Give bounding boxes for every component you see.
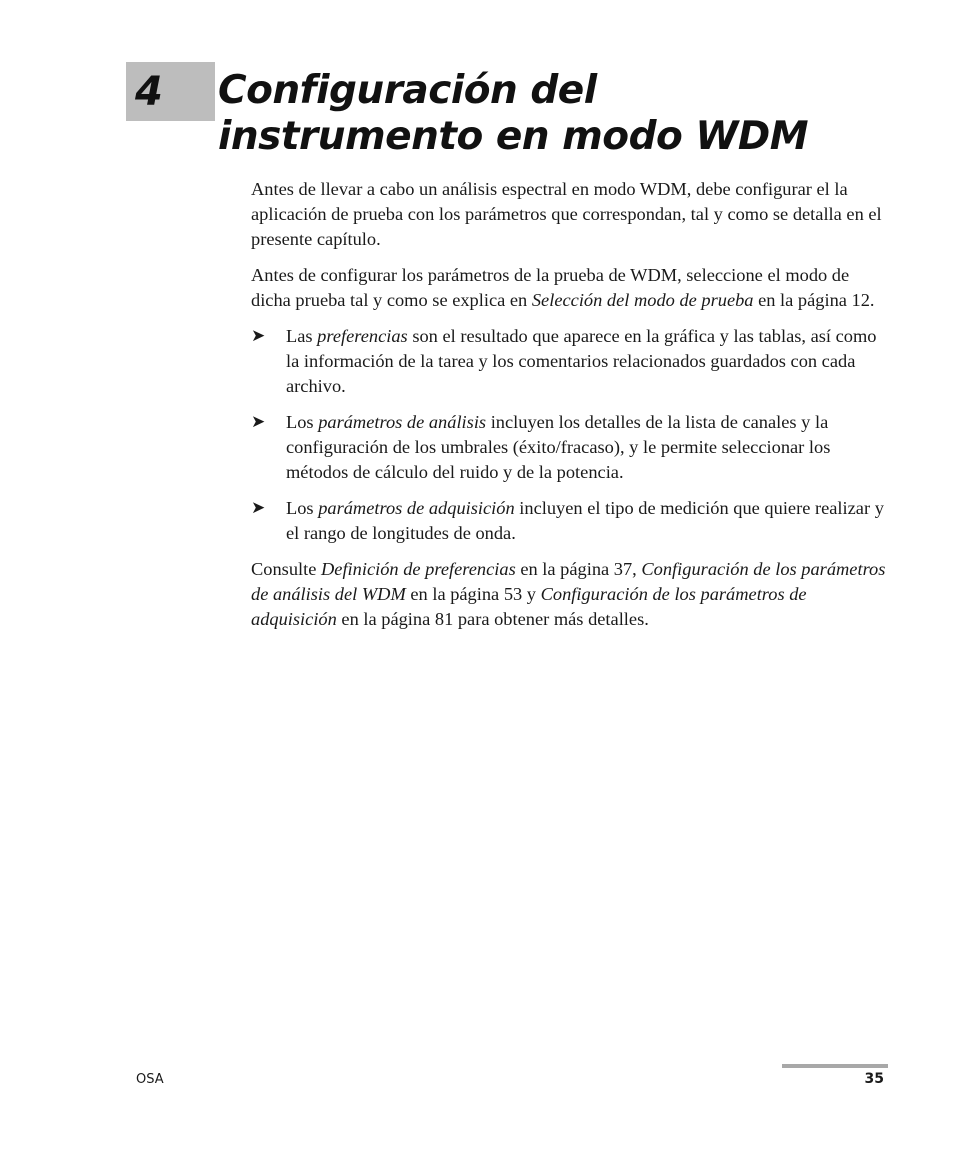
chapter-title-line-1: Configuración del xyxy=(218,68,597,113)
footer-product-name: OSA xyxy=(136,1072,164,1087)
footer-rule xyxy=(782,1064,888,1068)
arrow-bullet-icon: ➤ xyxy=(251,412,266,432)
chapter-title-line-2: instrumento en modo WDM xyxy=(218,114,809,159)
paragraph-text: en la página 12. xyxy=(753,290,875,310)
list-text: incluyen el tipo de medición que quiere realizar y el rango de longitudes de onda. xyxy=(286,498,884,543)
references-paragraph xyxy=(251,557,891,632)
list-term: preferencias xyxy=(317,326,408,346)
paragraph-text: en la página 37, xyxy=(515,559,642,579)
cross-reference-link[interactable]: Configuración de los parámetros de análisis del WDM xyxy=(251,559,886,604)
list-item xyxy=(251,496,891,546)
list-text: son el resultado que aparece en la gráfica y las tablas, así como la información de la tarea y los comentarios relacionados guardados con cada archivo. xyxy=(286,326,877,396)
mode-selection-paragraph xyxy=(251,263,891,313)
list-item xyxy=(251,324,891,399)
arrow-bullet-icon: ➤ xyxy=(251,326,266,346)
cross-reference-link[interactable]: Configuración de los parámetros de adquisición xyxy=(251,584,807,629)
paragraph-text: en la página 53 y xyxy=(405,584,541,604)
list-term: parámetros de análisis xyxy=(318,412,487,432)
paragraph-text: en la página 81 para obtener más detalles. xyxy=(336,609,649,629)
list-text: Las xyxy=(286,326,318,346)
list-text: incluyen los detalles de la lista de canales y la configuración de los umbrales (éxito/fracaso), y le permite seleccionar los métodos de cálculo del ruido y de la potencia. xyxy=(286,412,831,482)
arrow-bullet-icon: ➤ xyxy=(251,498,266,518)
chapter-body xyxy=(251,177,891,643)
paragraph-text: Consulte xyxy=(251,559,321,579)
chapter-title xyxy=(218,68,918,160)
page-number: 35 xyxy=(864,1071,884,1087)
list-text: Los xyxy=(286,498,319,518)
list-item xyxy=(251,410,891,485)
settings-list xyxy=(251,324,891,546)
list-text: Los xyxy=(286,412,319,432)
cross-reference-link[interactable]: Selección del modo de prueba xyxy=(531,290,754,310)
paragraph-text: Antes de configurar los parámetros de la prueba de WDM, seleccione el modo de dicha prueba tal y como se explica en xyxy=(251,265,850,310)
list-term: parámetros de adquisición xyxy=(318,498,515,518)
chapter-number: 4 xyxy=(135,69,163,115)
cross-reference-link[interactable]: Definición de preferencias xyxy=(321,559,516,579)
intro-paragraph: Antes de llevar a cabo un análisis espectral en modo WDM, debe configurar el la aplicación de prueba con los parámetros que correspondan, tal y como se detalla en el presente capítulo. xyxy=(251,179,882,249)
